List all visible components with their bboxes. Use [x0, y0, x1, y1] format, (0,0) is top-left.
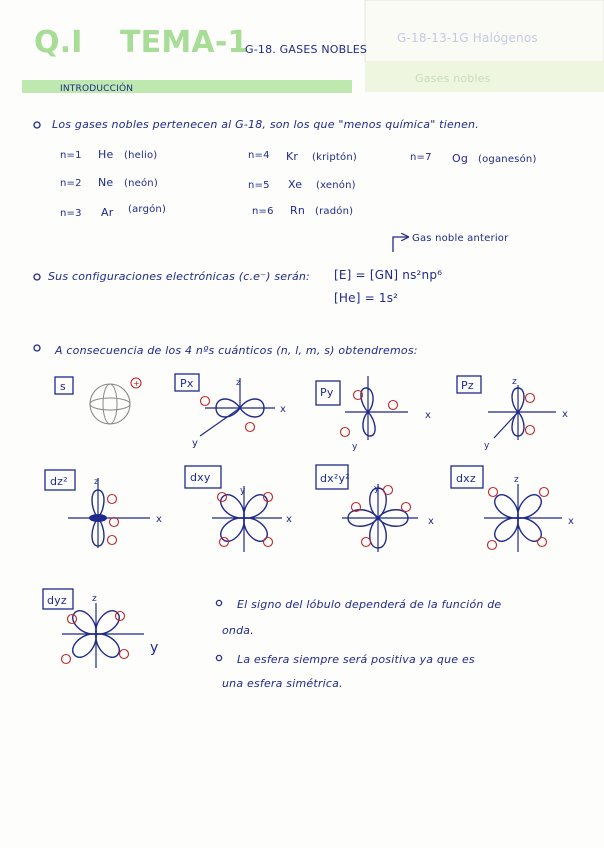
axis-label: z — [514, 475, 519, 485]
axis-label: x — [568, 516, 575, 527]
arrow-note: Gas noble anterior — [412, 233, 509, 244]
bullet — [216, 600, 221, 605]
element-n: n=1 — [60, 150, 82, 161]
orbital-dz2-diagram — [45, 470, 162, 548]
element-symbol: He — [98, 148, 114, 161]
plus-sign-icon — [540, 488, 549, 497]
orbital-label: dz² — [50, 475, 68, 488]
orbital-label: Py — [320, 386, 334, 399]
faded-note-1: G-18-13-1G Halógenos — [397, 31, 538, 45]
minus-sign-icon — [264, 538, 273, 547]
orbital-label: Px — [180, 377, 194, 390]
minus-sign-icon — [201, 397, 210, 406]
config-formula-1: [E] = [GN] ns²np⁶ — [334, 268, 443, 282]
note-1-line: onda. — [222, 624, 254, 637]
intro-label: INTRODUCCIÓN — [60, 84, 134, 94]
minus-sign-icon — [526, 426, 535, 435]
axis-label: y — [192, 438, 199, 449]
element-list — [60, 148, 537, 219]
element-name: (oganesón) — [478, 154, 537, 165]
orbital-label: dxy — [190, 471, 211, 484]
plus-sign-icon — [402, 503, 411, 512]
orbital-px-diagram — [175, 374, 286, 449]
axis-label: z — [94, 477, 99, 486]
element-symbol: Og — [452, 152, 469, 165]
intro-sentence: Los gases nobles pertenecen al G-18, son los que "menos química" tienen. — [52, 118, 479, 131]
orbital-pz-diagram — [457, 376, 568, 451]
note-2-line: una esfera simétrica. — [222, 677, 343, 690]
orbital-dxz-diagram — [451, 466, 574, 552]
axis-label: x — [425, 410, 432, 421]
plus-sign-icon — [116, 612, 125, 621]
minus-sign-icon — [384, 486, 393, 495]
axis-label: x — [286, 514, 293, 525]
note-2 — [222, 653, 479, 690]
axis-label: y — [374, 484, 380, 494]
plus-sign-icon — [526, 394, 535, 403]
title-tema: TEMA-1 — [120, 25, 249, 60]
plus-sign-icon — [220, 538, 229, 547]
plus-sign-icon — [108, 495, 117, 504]
faded-note-2: Gases nobles — [415, 72, 491, 85]
axis-label: z — [512, 377, 517, 387]
orbital-label: s — [60, 380, 66, 393]
config-formula-2: [He] = 1s² — [334, 291, 399, 305]
axis-label: x — [280, 404, 287, 415]
plus-sign-icon — [62, 655, 71, 664]
bullet — [216, 655, 221, 660]
element-n: n=5 — [248, 180, 270, 191]
minus-sign-icon — [120, 650, 129, 659]
orbital-label: Pz — [461, 379, 474, 392]
orbital-py-diagram — [316, 376, 431, 452]
axis-label: y — [484, 441, 490, 451]
orbital-dx2y2-diagram — [316, 465, 434, 552]
element-name: (argón) — [128, 204, 167, 215]
plus-sign-icon — [488, 541, 497, 550]
element-n: n=7 — [410, 152, 432, 163]
orbital-s-diagram — [55, 377, 141, 424]
sign-glyph: + — [133, 379, 140, 388]
element-symbol: Ne — [98, 176, 114, 189]
axis-label: y — [240, 486, 246, 496]
arrow-icon — [393, 237, 408, 252]
element-n: n=2 — [60, 178, 82, 189]
element-name: (kriptón) — [312, 152, 358, 163]
title-course: Q.I — [34, 25, 83, 60]
bullet — [34, 122, 40, 128]
note-2-line: La esfera siempre será positiva ya que es — [237, 653, 475, 666]
axis-label: y — [352, 442, 358, 452]
axis-label: x — [156, 514, 163, 525]
axis-label: z — [92, 594, 97, 604]
axis-label: y — [150, 640, 159, 656]
minus-sign-icon — [489, 488, 498, 497]
element-name: (neón) — [124, 178, 158, 189]
axis-label: x — [428, 516, 435, 527]
minus-sign-icon — [110, 518, 119, 527]
element-symbol: Kr — [286, 150, 299, 163]
bullet — [34, 345, 40, 351]
minus-sign-icon — [538, 538, 547, 547]
subtitle: G-18. GASES NOBLES — [245, 43, 368, 56]
plus-sign-icon — [341, 428, 350, 437]
minus-sign-icon — [362, 538, 371, 547]
element-symbol: Xe — [288, 178, 303, 191]
orbital-dyz-diagram — [43, 589, 159, 668]
note-1-line: El signo del lóbulo dependerá de la función de — [237, 598, 502, 611]
plus-sign-icon — [246, 423, 255, 432]
element-symbol: Rn — [290, 204, 306, 217]
minus-sign-icon — [68, 615, 77, 624]
orbital-label: dxz — [456, 472, 476, 485]
axis-label: x — [562, 409, 569, 420]
element-name: (radón) — [315, 206, 354, 217]
config-sentence: Sus configuraciones electrónicas (c.e⁻) serán: — [48, 270, 310, 283]
element-name: (helio) — [124, 150, 158, 161]
minus-sign-icon — [389, 401, 398, 410]
orbital-dxy-diagram — [185, 466, 292, 552]
axis-label: z — [236, 378, 241, 387]
quantum-sentence: A consecuencia de los 4 nºs cuánticos (n, l, m, s) obtendremos: — [55, 344, 418, 357]
orbital-label: dyz — [47, 594, 67, 607]
orbital-label: dx²y² — [320, 472, 350, 485]
element-n: n=6 — [252, 206, 274, 217]
element-n: n=3 — [60, 208, 82, 219]
plus-sign-icon — [108, 536, 117, 545]
note-1 — [222, 598, 505, 637]
element-n: n=4 — [248, 150, 270, 161]
element-symbol: Ar — [101, 206, 114, 219]
element-name: (xenón) — [316, 180, 356, 191]
bullet — [34, 274, 40, 280]
